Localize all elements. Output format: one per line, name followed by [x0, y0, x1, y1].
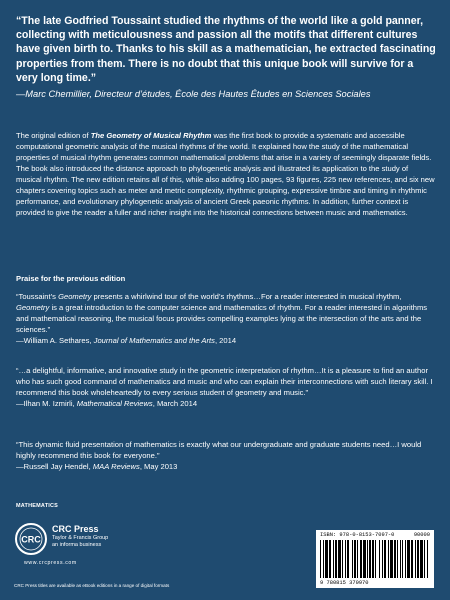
review-2-author: —Ilhan M. Izmirli, [16, 399, 77, 408]
review-1 [16, 291, 436, 346]
review-1-text-c: is a great introduction to the computer science and mathematics of rhythm. For a reader interested in algorithms and mathematical reasoning, the musical focus provides compelling examples lying at the intersection of the arts and the sciences.” [16, 303, 428, 334]
description-part1: The original edition of [16, 131, 91, 140]
crc-logo-text: CRC [21, 534, 41, 545]
publisher-name: CRC Press [52, 524, 99, 534]
review-1-journal: Journal of Mathematics and the Arts [93, 336, 215, 345]
review-3-journal: MAA Reviews [92, 462, 140, 471]
publisher-group [52, 535, 152, 548]
hero-quote: “The late Godfried Toussaint studied the rhythms of the world like a gold panner, collecting with meticulousness and passion all the motifs that different cultures have given birth to. Thanks to his skill as a mathematician, he extracted fascinating properties from them. There is no doubt that this unique book will survive for a very long time.” [16, 15, 436, 84]
book-title: The Geometry of Musical Rhythm [90, 131, 212, 140]
publisher-block [14, 520, 174, 566]
barcode-icon [320, 540, 430, 578]
review-3 [16, 439, 436, 472]
isbn-barcode [316, 530, 434, 588]
review-2-source [16, 398, 436, 409]
description-part2: was the first book to provide a systematic and accessible computational geometric analysis of the musical rhythms of the world. It explained how the study of the mathematical properties of musical rhythm generates common mathematical problems that arise in a variety of seemingly disparate fields. The book also introduced the distance approach to phylogenetic analysis and illustrated its application to the study of musical rhythm. The new edition retains all of this, while also adding 100 pages, 93 figures, 225 new references, and six new chapters covering topics such as meter and metric complexity, rhythmic grouping, expressive timbre and timing in rhythmic performance, and evolutionary phylogenetic analysis of ancient Greek paeonic rhythms. In addition, further context is provided to give the reader a fuller and richer insight into the historical connections between music and mathematics. [16, 131, 435, 217]
review-1-source [16, 335, 436, 346]
review-1-italic-a: Geometry [58, 292, 92, 301]
publisher-url: www.crcpress.com [24, 560, 77, 566]
isbn-label-row [320, 532, 430, 538]
review-1-text-a: “Toussaint’s [16, 292, 59, 301]
crc-logo-icon [14, 522, 48, 556]
review-2-journal: Mathematical Reviews [76, 399, 153, 408]
review-3-author: —Russell Jay Hendel, [16, 462, 93, 471]
review-2 [16, 365, 436, 409]
praise-heading: Praise for the previous edition [16, 274, 126, 283]
subject-label: MATHEMATICS [16, 503, 59, 509]
isbn-label: ISBN: 978-0-8153-7097-0 [320, 532, 395, 538]
review-1-italic-b: Geometry [16, 303, 50, 312]
review-1-date: , 2014 [214, 336, 237, 345]
isbn-price-code: 90000 [413, 532, 430, 538]
review-2-date: , March 2014 [152, 399, 198, 408]
review-3-source [16, 461, 436, 472]
publisher-group-line1: Taylor & Francis Group [52, 535, 109, 541]
publisher-group-line2: an informa business [52, 541, 102, 548]
review-3-text: “This dynamic fluid presentation of mathematics is exactly what our undergraduate and graduate students need…I would highly recommend this book for everyone.” [16, 440, 422, 460]
review-3-date: , May 2013 [139, 462, 178, 471]
review-1-author: —William A. Sethares, [16, 336, 94, 345]
review-1-text-b: presents a whirlwind tour of the world’s rhythms…For a reader interested in musical rhythm, [91, 292, 402, 301]
barcode-number: 9 780815 370970 [320, 580, 369, 586]
review-2-text: “…a delightful, informative, and innovative study in the geometric interpretation of rhythm…It is a pleasure to find an author who has such good command of mathematics and music and who can explain their interconnections with such literary skill. I recommend this book wholeheartedly to every serious student of geometry and music.” [16, 366, 433, 397]
hero-attribution: —Marc Chemillier, Directeur d’études, École des Hautes Études en Sciences Sociales [16, 89, 371, 99]
ebook-note: CRC Press titles are available as eBook editions in a range of digital formats [14, 583, 170, 588]
book-description [16, 130, 436, 218]
